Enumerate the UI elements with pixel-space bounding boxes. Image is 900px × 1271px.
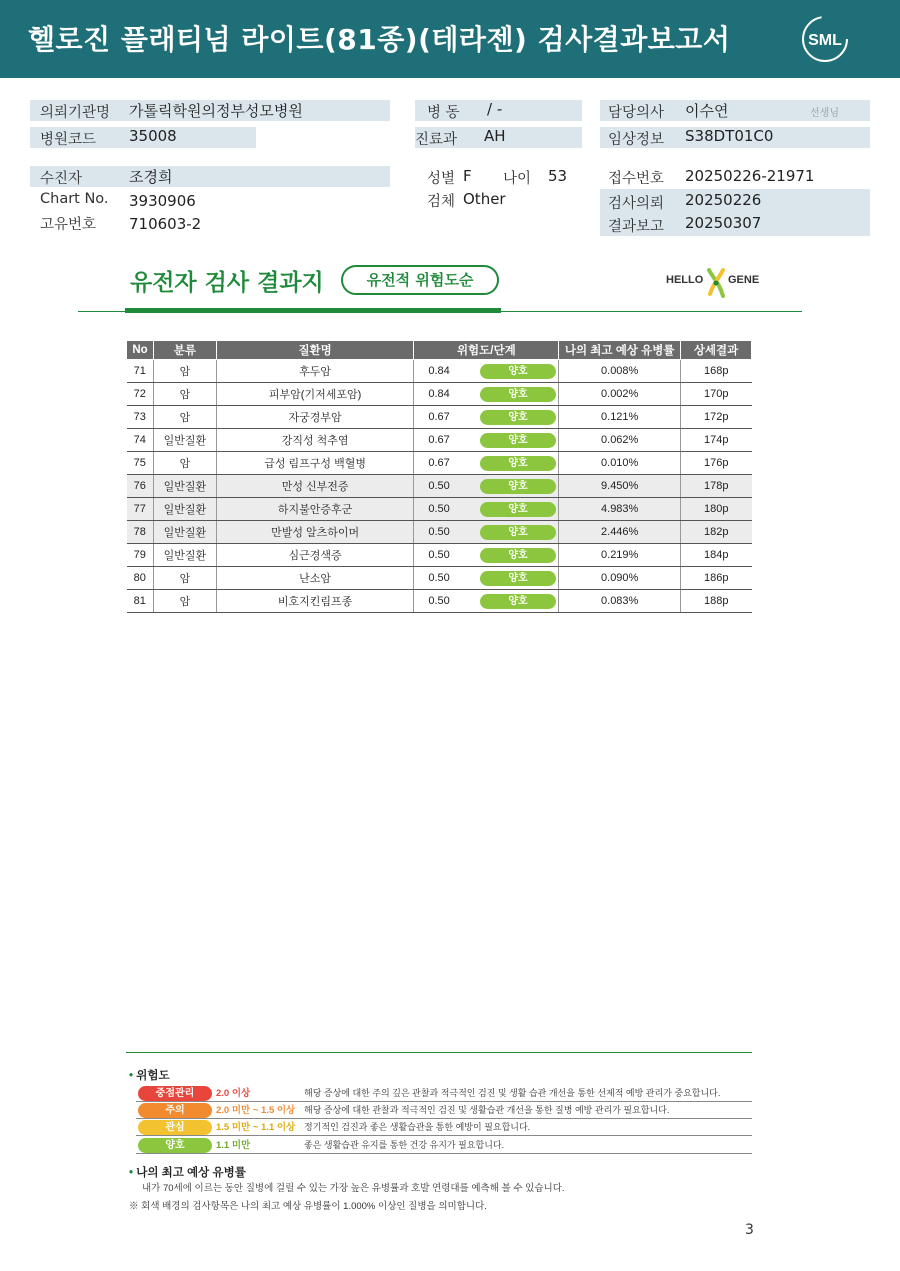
patient-label: 수진자 [40,171,83,187]
cell-score: 0.67 [414,452,478,475]
stage-badge: 양호 [480,433,556,448]
cell-detail-page: 170p [681,383,752,406]
institution-value: 가톨릭학원의정부성모병원 [129,102,303,120]
bullet-icon: • [129,1167,137,1179]
cell-no: 73 [127,406,154,429]
table-row [127,567,752,590]
cell-disease: 자궁경부암 [216,406,414,429]
cell-category: 암 [153,360,216,383]
legend-level-badge: 주의 [138,1103,212,1118]
cell-disease: 난소암 [216,567,414,590]
stage-badge: 양호 [480,525,556,540]
cell-category: 일반질환 [153,475,216,498]
cell-prevalence: 0.010% [559,452,681,475]
cell-no: 80 [127,567,154,590]
patient-value: 조경희 [129,168,173,186]
stage-badge: 양호 [480,456,556,471]
table-row [127,452,752,475]
cell-prevalence: 2.446% [559,521,681,544]
cell-disease: 피부암(기저세포암) [216,383,414,406]
col-category: 분류 [153,341,216,360]
stage-badge: 양호 [480,594,556,609]
cell-category: 일반질환 [153,544,216,567]
cell-category: 암 [153,590,216,613]
dept-value: AH [484,127,506,145]
cell-score: 0.50 [414,590,478,613]
table-row [127,475,752,498]
sex-label: 성별 [427,171,456,187]
unique-id-value: 710603-2 [129,215,202,233]
cell-stage [478,475,559,498]
cell-stage [478,498,559,521]
cell-no: 79 [127,544,154,567]
cell-stage [478,452,559,475]
stage-badge: 양호 [480,548,556,563]
cell-detail-page: 182p [681,521,752,544]
legend-description: 정기적인 검진과 좋은 생활습관을 통한 예방이 필요합니다. [304,1122,531,1132]
cell-disease: 만발성 알츠하이머 [216,521,414,544]
institution-label: 의뢰기관명 [40,105,111,121]
request-date-value: 20250226 [685,191,762,209]
cell-detail-page: 172p [681,406,752,429]
stage-badge: 양호 [480,502,556,517]
stage-badge: 양호 [480,479,556,494]
cell-score: 0.50 [414,567,478,590]
cell-stage [478,544,559,567]
legend-description: 좋은 생활습관 유지를 통한 건강 유지가 필요합니다. [304,1140,505,1150]
specimen-value: Other [463,190,506,208]
report-header [0,0,900,78]
legend-row [136,1102,752,1119]
table-row [127,544,752,567]
specimen-label: 검체 [427,194,456,210]
legend-level-badge: 중점관리 [138,1086,212,1101]
cell-score: 0.50 [414,521,478,544]
cell-prevalence: 0.083% [559,590,681,613]
doctor-label: 담당의사 [608,105,665,121]
table-row [127,590,752,613]
cell-no: 78 [127,521,154,544]
cell-category: 일반질환 [153,521,216,544]
request-date-label: 검사의뢰 [608,196,665,212]
cell-no: 81 [127,590,154,613]
chart-no-value: 3930906 [129,192,196,210]
col-no: No [127,341,154,360]
legend-range: 1.5 미만 ~ 1.1 이상 [216,1122,296,1133]
table-header-row [127,341,752,360]
ward-label: 병 동 [427,105,460,121]
col-disease: 질환명 [216,341,414,360]
legend-level-badge: 양호 [138,1138,212,1153]
cell-category: 암 [153,406,216,429]
cell-detail-page: 188p [681,590,752,613]
cell-category: 암 [153,567,216,590]
hello-gene-left: HELLO [666,274,704,286]
clinical-value: S38DT01C0 [685,127,774,145]
hospital-code-label: 병원코드 [40,132,97,148]
prevalence-legend-heading-text: 나의 최고 예상 유병률 [136,1167,246,1179]
cell-prevalence: 0.008% [559,360,681,383]
cell-detail-page: 168p [681,360,752,383]
hello-gene-right: GENE [728,274,760,286]
table-row [127,383,752,406]
hospital-code-value: 35008 [129,127,177,145]
results-table [126,340,752,613]
cell-no: 74 [127,429,154,452]
risk-legend-heading [129,1067,170,1083]
cell-detail-page: 186p [681,567,752,590]
footnote: ※ 회색 배경의 검사항목은 나의 최고 예상 유병률이 1.000% 이상인 질병을 의미합니다. [129,1201,487,1212]
cell-score: 0.67 [414,406,478,429]
dept-label: 진료과 [415,132,458,148]
legend-row [136,1137,752,1154]
cell-detail-page: 180p [681,498,752,521]
svg-text:SML: SML [808,32,842,49]
cell-detail-page: 174p [681,429,752,452]
cell-no: 75 [127,452,154,475]
doctor-value: 이수연 [685,102,729,120]
hello-gene-logo [666,268,766,298]
sex-value: F [463,167,472,185]
patient-row-bg [30,166,390,187]
cell-score: 0.50 [414,475,478,498]
table-row [127,406,752,429]
cell-prevalence: 0.121% [559,406,681,429]
table-row [127,360,752,383]
cell-category: 암 [153,383,216,406]
cell-disease: 급성 림프구성 백혈병 [216,452,414,475]
cell-stage [478,406,559,429]
cell-stage [478,360,559,383]
chart-no-label: Chart No. [40,191,109,207]
cell-no: 76 [127,475,154,498]
table-row [127,429,752,452]
cell-score: 0.50 [414,544,478,567]
section-accent-rule [125,308,501,313]
doctor-honorific: 선생님 [810,108,839,119]
legend-level-badge: 관심 [138,1120,212,1135]
cell-category: 일반질환 [153,498,216,521]
ward-value: / - [487,100,503,118]
cell-detail-page: 176p [681,452,752,475]
prevalence-description: 내가 70세에 이르는 동안 질병에 걸릴 수 있는 가장 높은 유병률과 호발 연령대를 예측해 볼 수 있습니다. [142,1183,565,1194]
col-detail: 상세결과 [681,341,752,360]
cell-stage [478,567,559,590]
cell-score: 0.67 [414,429,478,452]
legend-row [136,1085,752,1102]
cell-stage [478,383,559,406]
legend-range: 2.0 이상 [216,1088,251,1099]
cell-disease: 만성 신부전증 [216,475,414,498]
stage-badge: 양호 [480,364,556,379]
cell-category: 일반질환 [153,429,216,452]
stage-badge: 양호 [480,571,556,586]
cell-category: 암 [153,452,216,475]
receipt-label: 접수번호 [608,171,665,187]
cell-prevalence: 0.219% [559,544,681,567]
legend-range: 1.1 미만 [216,1140,251,1151]
cell-prevalence: 0.002% [559,383,681,406]
receipt-value: 20250226-21971 [685,167,815,185]
cell-disease: 후두암 [216,360,414,383]
dna-icon [704,268,728,298]
stage-badge: 양호 [480,410,556,425]
cell-stage [478,521,559,544]
cell-no: 71 [127,360,154,383]
report-title: 헬로진 플래티넘 라이트(81종)(테라젠) 검사결과보고서 [28,23,731,56]
stage-badge: 양호 [480,387,556,402]
bullet-icon: • [129,1070,137,1082]
unique-id-label: 고유번호 [40,217,97,233]
cell-disease: 비호지킨림프종 [216,590,414,613]
cell-detail-page: 184p [681,544,752,567]
cell-score: 0.84 [414,360,478,383]
report-date-value: 20250307 [685,214,762,232]
clinical-label: 임상정보 [608,132,665,148]
cell-prevalence: 0.090% [559,567,681,590]
cell-stage [478,429,559,452]
cell-disease: 강직성 척추염 [216,429,414,452]
table-row [127,521,752,544]
age-value: 53 [548,167,568,185]
cell-score: 0.84 [414,383,478,406]
page-number: 3 [745,1222,754,1238]
cell-score: 0.50 [414,498,478,521]
legend-rule [126,1052,752,1053]
report-date-label: 결과보고 [608,219,665,235]
sml-logo [800,14,850,64]
cell-prevalence: 4.983% [559,498,681,521]
age-label: 나이 [503,171,532,187]
table-row [127,498,752,521]
risk-legend-heading-text: 위험도 [136,1070,170,1082]
cell-stage [478,590,559,613]
col-risk: 위험도/단계 [414,341,559,360]
legend-description: 해당 증상에 대한 주의 깊은 관찰과 적극적인 검진 및 생활 습관 개선을 통한 선제적 예방 관리가 중요합니다. [304,1088,721,1098]
legend-description: 해당 증상에 대한 관찰과 적극적인 검진 및 생활습관 개선을 통한 질병 예방 관리가 필요합니다. [304,1105,670,1115]
cell-detail-page: 178p [681,475,752,498]
cell-prevalence: 9.450% [559,475,681,498]
cell-no: 77 [127,498,154,521]
legend-row [136,1119,752,1136]
cell-no: 72 [127,383,154,406]
col-prevalence: 나의 최고 예상 유병률 [559,341,681,360]
section-subtitle: 유전적 위험도순 [341,265,499,295]
cell-disease: 하지불안증후군 [216,498,414,521]
prevalence-legend-heading [129,1164,246,1180]
cell-disease: 심근경색증 [216,544,414,567]
section-title: 유전자 검사 결과지 [130,270,324,296]
legend-range: 2.0 미만 ~ 1.5 이상 [216,1105,296,1116]
cell-prevalence: 0.062% [559,429,681,452]
